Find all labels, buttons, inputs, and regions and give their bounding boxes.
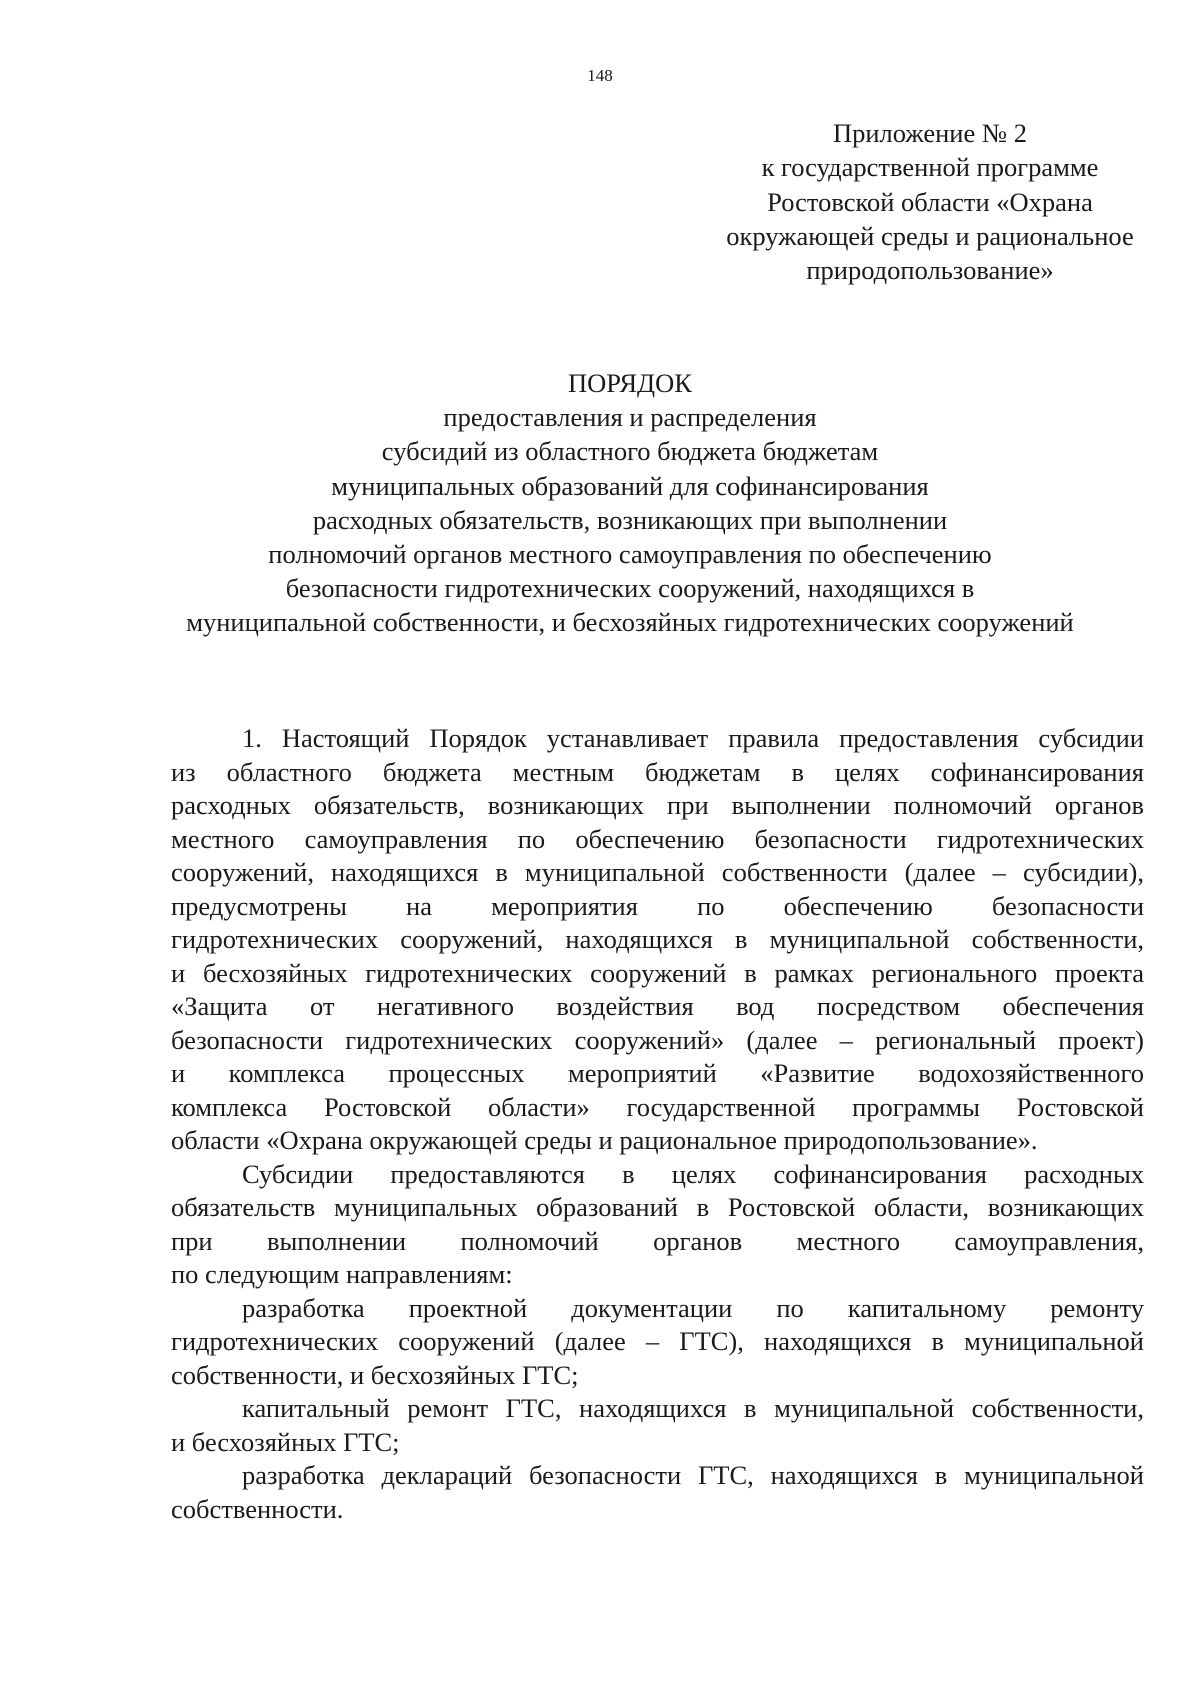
appendix-line: Приложение № 2 <box>832 118 1027 148</box>
title-line: муниципальных образований для софинансирования <box>331 470 929 501</box>
document-body <box>171 722 1144 1526</box>
list-item-2 <box>171 1392 1144 1459</box>
appendix-line: Ростовской области «Охрана <box>767 186 1093 217</box>
title-heading: ПОРЯДОК <box>568 368 692 398</box>
appendix-line: природопользование» <box>806 255 1054 286</box>
page-number: 148 <box>587 66 613 85</box>
title-line: предоставления и распределения <box>443 402 817 433</box>
appendix-header <box>690 116 1170 287</box>
text-line: собственности, и бесхозяйных ГТС; <box>171 1359 579 1390</box>
paragraph-2 <box>171 1158 1144 1292</box>
paragraph-1 <box>171 722 1144 1158</box>
title-line: безопасности гидротехнических сооружений, находящихся в <box>285 573 975 604</box>
list-item-1 <box>171 1292 1144 1393</box>
title-line: расходных обязательств, возникающих при выполнении <box>312 504 948 535</box>
text-line: предусмотрены на мероприятия по обеспечению безопасности <box>171 890 1144 921</box>
text-line: безопасности гидротехнических сооружений» (далее – региональный проект) <box>171 1024 1144 1055</box>
text-line: области «Охрана окружающей среды и рациональное природопользование». <box>171 1125 1038 1155</box>
text-line: Субсидии предоставляются в целях софинансирования расходных <box>242 1158 1144 1189</box>
text-line: расходных обязательств, возникающих при выполнении полномочий органов <box>171 790 1144 820</box>
text-line: местного самоуправления по обеспечению безопасности гидротехнических <box>171 823 1144 854</box>
appendix-line: к государственной программе <box>761 152 1099 183</box>
text-line: 1. Настоящий Порядок устанавливает правила предоставления субсидии <box>242 723 1144 753</box>
text-line: капитальный ремонт ГТС, находящихся в муниципальной собственности, <box>242 1393 1144 1423</box>
text-line: «Защита от негативного воздействия вод посредством обеспечения <box>171 991 1144 1021</box>
document-title <box>150 366 1110 640</box>
text-line: из областного бюджета местным бюджетам в целях софинансирования <box>171 756 1144 787</box>
text-line: по следующим направлениям: <box>171 1259 513 1289</box>
text-line: обязательств муниципальных образований в Ростовской области, возникающих <box>171 1192 1144 1222</box>
text-line: собственности. <box>171 1493 344 1524</box>
list-item-3 <box>171 1459 1144 1526</box>
text-line: и комплекса процессных мероприятий «Развитие водохозяйственного <box>171 1058 1144 1088</box>
appendix-line: окружающей среды и рациональное <box>726 220 1134 251</box>
text-line: и бесхозяйных гидротехнических сооружений в рамках регионального проекта <box>171 957 1144 988</box>
text-line: гидротехнических сооружений (далее – ГТС), находящихся в муниципальной <box>171 1326 1144 1356</box>
text-line: гидротехнических сооружений, находящихся в муниципальной собственности, <box>171 924 1144 954</box>
title-line: полномочий органов местного самоуправления по обеспечению <box>268 539 992 570</box>
text-line: сооружений, находящихся в муниципальной собственности (далее – субсидии), <box>171 857 1144 887</box>
title-line: субсидий из областного бюджета бюджетам <box>381 436 879 467</box>
text-line: разработка проектной документации по капитальному ремонту <box>242 1292 1144 1323</box>
text-line: разработка деклараций безопасности ГТС, находящихся в муниципальной <box>242 1460 1144 1490</box>
text-line: и бесхозяйных ГТС; <box>171 1426 400 1457</box>
title-line: муниципальной собственности, и бесхозяйных гидротехнических сооружений <box>186 607 1074 638</box>
text-line: комплекса Ростовской области» государственной программы Ростовской <box>171 1091 1144 1122</box>
text-line: при выполнении полномочий органов местного самоуправления, <box>171 1225 1144 1256</box>
